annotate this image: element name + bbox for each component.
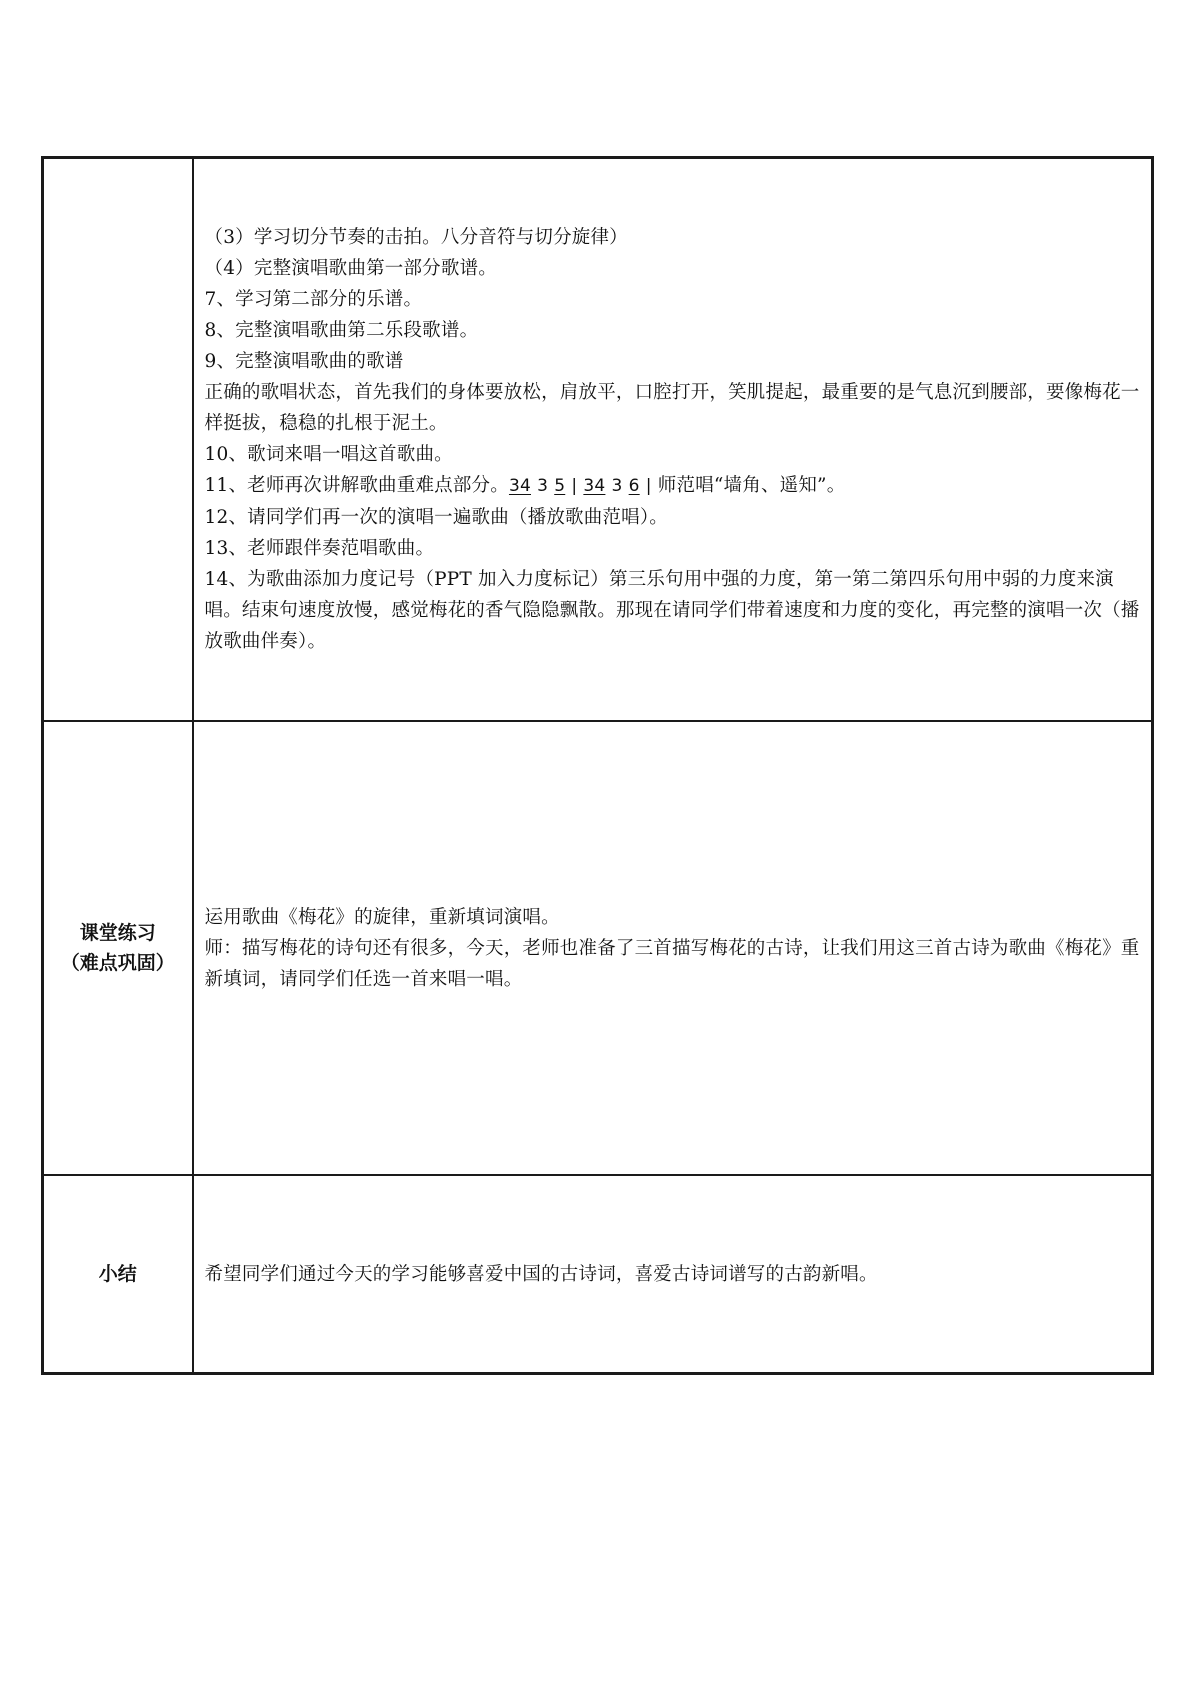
content-paragraph: 师：描写梅花的诗句还有很多，今天，老师也准备了三首描写梅花的古诗，让我们用这三首古诗为歌曲《梅花》重新填词，请同学们任选一首来唱一唱。	[204, 937, 1140, 990]
label-line: 课堂练习	[79, 922, 156, 944]
row-label-text	[44, 918, 192, 978]
content-line: 13、老师跟伴奏范唱歌曲。	[204, 538, 435, 559]
notation-prefix: 11、老师再次讲解歌曲重难点部分。	[204, 475, 509, 496]
content-line: （4）完整演唱歌曲第一部分歌谱。	[204, 258, 497, 279]
notation-barline: |	[645, 476, 652, 496]
row-label-text: 小结	[98, 1263, 137, 1285]
notation-note: 34	[508, 476, 531, 496]
content-paragraph: 14、为歌曲添加力度记号（PPT 加入力度标记）第三乐句用中强的力度，第一第二第四乐句用中弱的力度来演唱。结束句速度放慢，感觉梅花的香气隐隐飘散。那现在请同学们带着速度和力度的变化，再完整的演唱一次（播放歌曲伴奏）。	[204, 569, 1140, 652]
row-content	[193, 721, 1153, 1175]
content-paragraph: 正确的歌唱状态，首先我们的身体要放松，肩放平，口腔打开，笑肌提起，最重要的是气息沉到腰部，要像梅花一样挺拔，稳稳的扎根于泥土。	[204, 382, 1140, 434]
content-line: 8、完整演唱歌曲第二乐段歌谱。	[204, 320, 479, 341]
table-row-practice	[43, 721, 1153, 1175]
content-line: （3）学习切分节奏的击拍。八分音符与切分旋律）	[204, 227, 628, 248]
content-line: 9、完整演唱歌曲的歌谱	[204, 351, 404, 372]
row-label	[43, 721, 193, 1175]
notation-note: 6	[628, 476, 640, 496]
content-line: 10、歌词来唱一唱这首歌曲。	[204, 444, 453, 465]
content-line-notation	[205, 470, 1142, 502]
table-row-summary	[43, 1175, 1153, 1374]
content-line: 7、学习第二部分的乐谱。	[204, 289, 423, 310]
content-line: 运用歌曲《梅花》的旋律，重新填词演唱。	[204, 906, 560, 928]
notation-barline: |	[571, 476, 578, 496]
row-content	[193, 1175, 1153, 1374]
notation-suffix: 师范唱“墙角、遥知”。	[657, 475, 846, 496]
notation-note: 34	[583, 476, 606, 496]
notation-note: 3	[537, 476, 549, 496]
row-label	[43, 1175, 193, 1374]
content-line: 希望同学们通过今天的学习能够喜爱中国的古诗词，喜爱古诗词谱写的古韵新唱。	[204, 1263, 878, 1285]
content-block	[194, 902, 1152, 995]
content-block	[194, 162, 1152, 717]
notation-note: 3	[611, 476, 623, 496]
notation-note: 5	[554, 476, 566, 496]
content-line: 12、请同学们再一次的演唱一遍歌曲（播放歌曲范唱）。	[204, 507, 668, 528]
label-line: （难点巩固）	[60, 952, 175, 974]
table-row-teaching-process	[43, 158, 1153, 722]
row-content	[193, 158, 1153, 722]
content-block	[194, 1259, 1152, 1290]
row-label-empty	[43, 158, 193, 722]
lesson-plan-table	[41, 156, 1154, 1375]
